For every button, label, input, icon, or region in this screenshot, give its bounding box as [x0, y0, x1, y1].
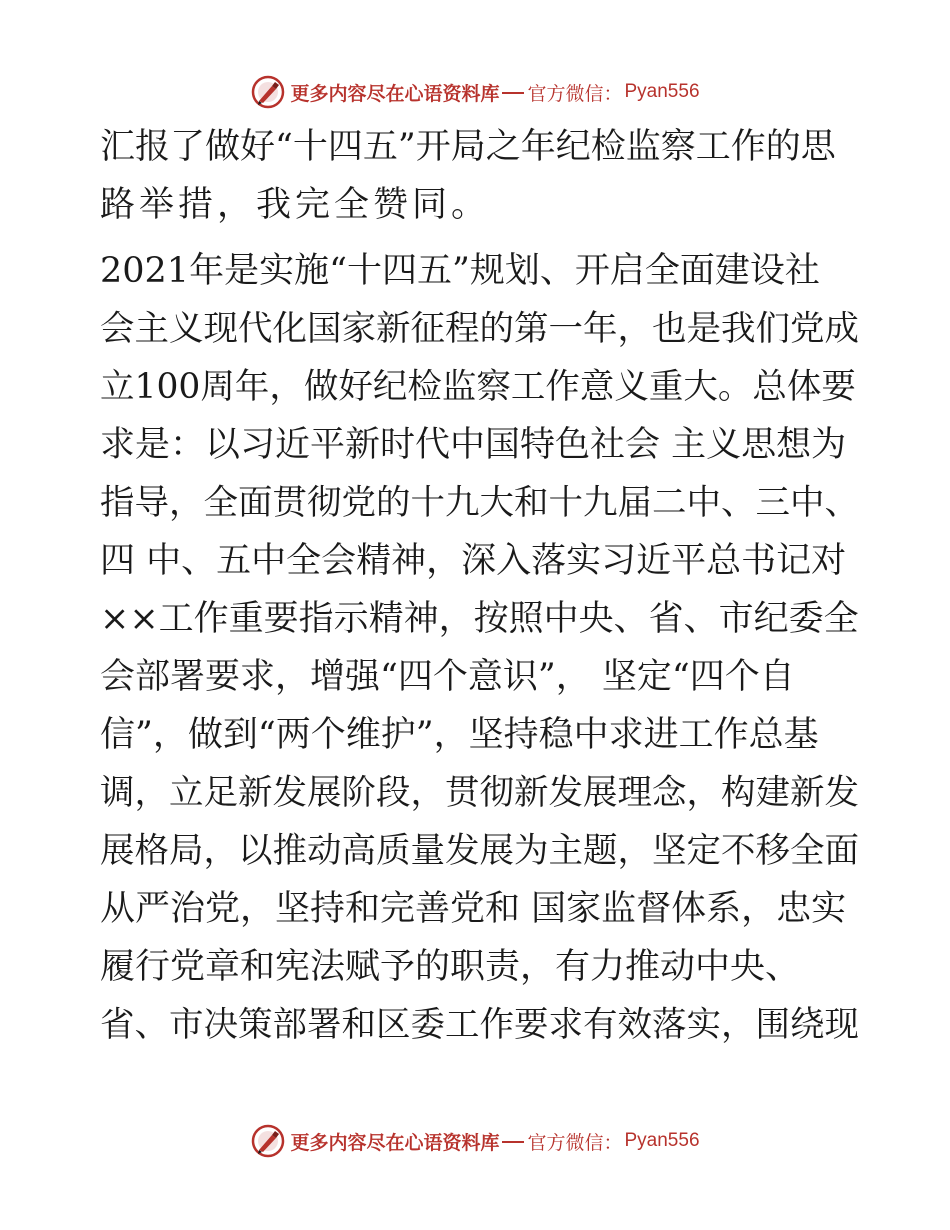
text-line: ××工作重要指示精神，按照中央、省、市纪委全: [100, 599, 859, 639]
text-line: 立100周年，做好纪检监察工作意义重大。总体要: [100, 367, 856, 407]
text-line: 求是：以习近平新时代中国特色社会 主义思想为: [100, 425, 847, 465]
banner-contact-id: Pyan556: [624, 1130, 700, 1151]
text-line: 省、市决策部署和区委工作要求有效落实，围绕现: [100, 1005, 859, 1045]
banner-dash-divider: [502, 1141, 524, 1143]
paragraph-1: [100, 118, 860, 234]
document-body: [100, 118, 860, 1054]
footer-banner: [0, 1121, 950, 1161]
text-line: 信”，做到“两个维护”，坚持稳中求进工作总基: [100, 715, 819, 755]
text-line: 履行党章和宪法赋予的职责，有力推动中央、: [100, 947, 801, 987]
text-line: 四 中、五中全会精神，深入落实习近平总书记对: [100, 541, 847, 581]
paragraph-gap: [100, 234, 860, 242]
banner-slogan: 更多内容尽在心语资料库: [290, 1131, 500, 1154]
text-line: 展格局，以推动高质量发展为主题，坚定不移全面: [100, 831, 859, 871]
text-line: 会部署要求，增强“四个意识”， 坚定“四个自: [100, 657, 795, 697]
red-pen-seal-logo-icon: [250, 1123, 286, 1159]
banner-slogan: 更多内容尽在心语资料库: [290, 82, 500, 105]
text-line: 会主义现代化国家新征程的第一年，也是我们党成: [100, 309, 859, 349]
text-line: 从严治党，坚持和完善党和 国家监督体系，忠实: [100, 889, 847, 929]
header-banner: [0, 72, 950, 112]
text-line: 2021年是实施“十四五”规划、开启全面建设社: [100, 251, 820, 291]
text-line: 路举措，我完全赞同。: [100, 185, 491, 225]
text-line: 调，立足新发展阶段，贯彻新发展理念，构建新发: [100, 773, 859, 813]
banner-contact-label: 官方微信：: [527, 1131, 623, 1154]
paragraph-2: [100, 242, 860, 1054]
banner-contact-id: Pyan556: [624, 81, 700, 102]
banner-contact-label: 官方微信：: [527, 82, 623, 105]
banner-dash-divider: [502, 92, 524, 94]
text-line: 指导，全面贯彻党的十九大和十九届二中、三中、: [100, 483, 859, 523]
red-pen-seal-logo-icon: [250, 74, 286, 110]
text-line: 汇报了做好“十四五”开局之年纪检监察工作的思: [100, 127, 836, 167]
